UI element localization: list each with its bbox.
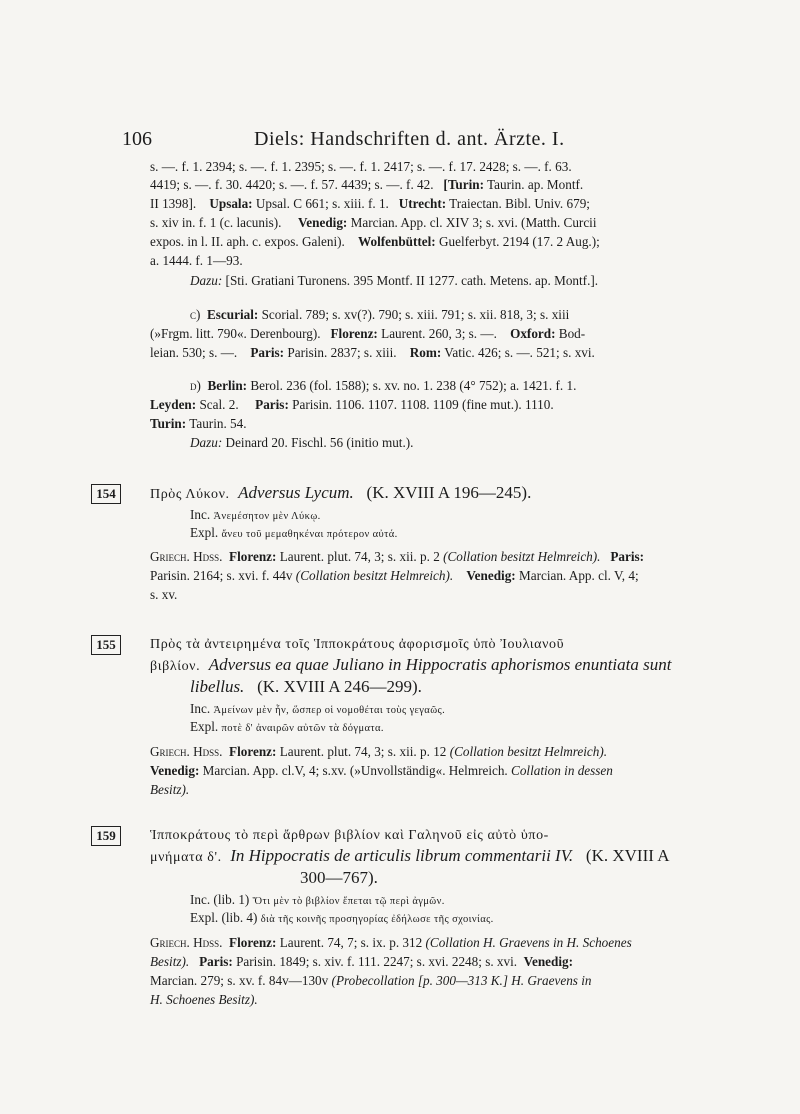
explicit-line: Expl. ποτὲ δ' ἀναιρῶν αὐτῶν τὰ δόγματα.: [190, 719, 384, 734]
text-line: d) Berlin: Berol. 236 (fol. 1588); s. xv. no. 1. 238 (4° 752); a. 1421. f. 1.: [190, 378, 577, 393]
explicit-line: Expl. (lib. 4) διὰ τῆς κοινῆς προσηγορίας ἐδήλωσε τῆς σχοινίας.: [190, 910, 494, 925]
text-line: Dazu: Deinard 20. Fischl. 56 (initio mut.).: [190, 435, 414, 450]
text-line: c) Escurial: Scorial. 789; s. xv(?). 790; s. xiii. 791; s. xii. 818, 3; s. xiii: [190, 307, 570, 322]
entry-number-box: 154: [91, 484, 121, 504]
text-line: Parisin. 2164; s. xvi. f. 44v (Collation besitzt Helmreich). Venedig: Marcian. App. cl. V, 4;: [150, 568, 639, 583]
text-line: expos. in l. II. aph. c. expos. Galeni). Wolfenbüttel: Guelferbyt. 2194 (17. 2 Aug.);: [150, 234, 600, 249]
text-line: Griech. Hdss. Florenz: Laurent. plut. 74, 3; s. xii. p. 2 (Collation besitzt Helmreich). Paris:: [150, 549, 645, 564]
entry-title: 300—767).: [300, 868, 378, 887]
text-line: a. 1444. f. 1—93.: [150, 253, 243, 268]
text-line: 4419; s. —. f. 30. 4420; s. —. f. 57. 4439; s. —. f. 42. [Turin: Taurin. ap. Montf.: [150, 177, 584, 192]
page-number: 106: [122, 128, 152, 150]
text-line: II 1398]. Upsala: Upsal. C 661; s. xiii. f. 1. Utrecht: Traiectan. Bibl. Univ. 679;: [150, 196, 590, 211]
text-line: Leyden: Scal. 2. Paris: Parisin. 1106. 1107. 1108. 1109 (fine mut.). 1110.: [150, 397, 554, 412]
entry-title: Πρὸς Λύκον. Adversus Lycum. (K. XVIII A 196—245).: [150, 483, 532, 502]
text-line: Turin: Taurin. 54.: [150, 416, 247, 431]
entry-number-box: 155: [91, 635, 121, 655]
text-line: Dazu: [Sti. Gratiani Turonens. 395 Montf. II 1277. cath. Metens. ap. Montf.].: [190, 273, 599, 288]
entry-title: μνήματα δ'. In Hippocratis de articulis librum commentarii IV. (K. XVIII A: [150, 846, 670, 865]
text-line: Griech. Hdss. Florenz: Laurent. plut. 74, 3; s. xii. p. 12 (Collation besitzt Helmreich).: [150, 744, 608, 759]
explicit-line: Expl. ἄνευ τοῦ μεμαθηκέναι πρότερον αὐτά.: [190, 525, 398, 540]
incipit-line: Inc. Ἀμείνων μὲν ἦν, ὥσπερ οἱ νομοθέται τοὺς γεγαῶς.: [190, 701, 446, 716]
text-line: s. xv.: [150, 587, 178, 602]
running-title: Diels: Handschriften d. ant. Ärzte. I.: [254, 128, 565, 150]
text-line: Marcian. 279; s. xv. f. 84v—130v (Probecollation [p. 300—313 K.] H. Graevens in: [150, 973, 592, 988]
entry-title: βιβλίον. Adversus ea quae Juliano in Hippocratis aphorismos enuntiata sunt: [150, 655, 672, 674]
text-line: s. —. f. 1. 2394; s. —. f. 1. 2395; s. —. f. 1. 2417; s. —. f. 17. 2428; s. —. f. 63.: [150, 159, 572, 174]
text-line: s. xiv in. f. 1 (c. lacunis). Venedig: Marcian. App. cl. XIV 3; s. xvi. (Matth. Curcii: [150, 215, 597, 230]
entry-number-box: 159: [91, 826, 121, 846]
text-line: Venedig: Marcian. App. cl.V, 4; s.xv. (»Unvollständig«. Helmreich. Collation in dessen: [150, 763, 613, 778]
incipit-line: Inc. (lib. 1) Ὅτι μὲν τὸ βιβλίον ἕπεται τῷ περὶ ἀγμῶν.: [190, 892, 445, 907]
text-line: Besitz).: [150, 782, 190, 797]
text-line: leian. 530; s. —. Paris: Parisin. 2837; s. xiii. Rom: Vatic. 426; s. —. 521; s. xvi.: [150, 345, 595, 360]
entry-title: Πρὸς τὰ ἀντειρημένα τοῖς Ἱπποκράτους ἀφορισμοῖς ὑπὸ Ἰουλιανοῦ: [150, 637, 565, 652]
text-line: (»Frgm. litt. 790«. Derenbourg). Florenz: Laurent. 260, 3; s. —. Oxford: Bod-: [150, 326, 586, 341]
entry-title: libellus. (K. XVIII A 246—299).: [190, 677, 422, 696]
incipit-line: Inc. Ἀνεμέσητον μὲν Λύκῳ.: [190, 507, 321, 522]
text-line: Besitz). Paris: Parisin. 1849; s. xiv. f. 111. 2247; s. xvi. 2248; s. xvi. Venedig:: [150, 954, 574, 969]
text-line: H. Schoenes Besitz).: [150, 992, 258, 1007]
entry-title: Ἱπποκράτους τὸ περὶ ἄρθρων βιβλίον καὶ Γαληνοῦ εἰς αὐτὸ ὑπο-: [150, 828, 549, 843]
text-line: Griech. Hdss. Florenz: Laurent. 74, 7; s. ix. p. 312 (Collation H. Graevens in H. Schoenes: [150, 935, 632, 950]
